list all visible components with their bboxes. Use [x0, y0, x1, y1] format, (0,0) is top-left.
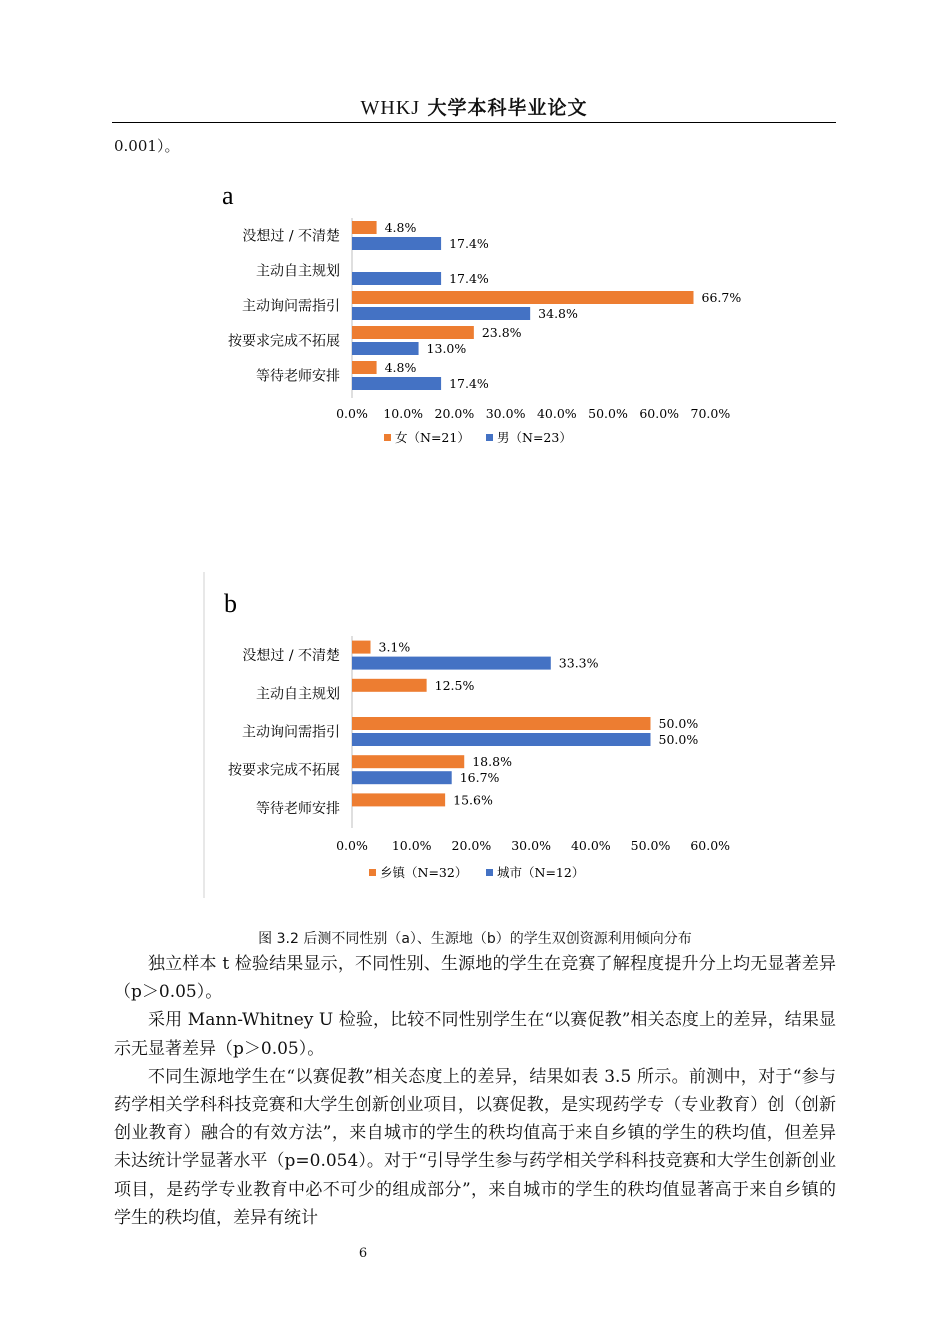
category-label: 等待老师安排: [256, 368, 340, 385]
tick-label: 10.0%: [391, 838, 432, 853]
figure-caption: 图 3.2 后测不同性别（a）、生源地（b）的学生双创资源利用倾向分布: [258, 931, 692, 947]
data-label: 16.7%: [459, 770, 500, 786]
paragraph-1: 独立样本 t 检验结果显示，不同性别、生源地的学生在竞赛了解程度提升分上均无显著差异（p＞0.05）。: [114, 954, 836, 1003]
chart-b: [0, 570, 950, 900]
category-label: 主动询问需指引: [242, 724, 340, 741]
category-label: 等待老师安排: [256, 800, 340, 817]
panel-label: a: [222, 181, 234, 210]
legend-swatch: [486, 869, 493, 876]
tick-label: 50.0%: [588, 406, 628, 421]
legend-label: 城市（N=12）: [497, 865, 585, 880]
bar: [352, 641, 371, 654]
category-label: 主动询问需指引: [242, 298, 340, 315]
data-label: 12.5%: [434, 677, 475, 693]
page-number: 6: [358, 1246, 368, 1261]
data-label: 50.0%: [658, 716, 699, 731]
paragraph-3: 不同生源地学生在“以赛促教”相关态度上的差异，结果如表 3.5 所示。前测中，对于“参与药学相关学科科技竞赛和大学生创新创业项目，以赛促教，是实现药学专（专业教育）创（创新创业教育）融合的有效方法”，来自城市的学生的秩均值高于来自乡镇的学生的秩均值，但差异未达统计学显著水平（p=0.054）。对于“引导学生参与药学相关学科科技竞赛和大学生创新创业项目，是药学专业教育中必不可少的组成部分”，来自城市的学生的秩均值显著高于来自乡镇的学生的秩均值，差异有统计: [114, 1066, 836, 1228]
data-label: 33.3%: [558, 655, 599, 671]
tick-label: 30.0%: [511, 838, 551, 853]
data-label: 17.4%: [449, 236, 489, 251]
bar: [352, 733, 651, 746]
legend-label: 乡镇（N=32）: [380, 865, 468, 880]
category-label: 按要求完成不拓展: [228, 333, 340, 350]
bar: [352, 755, 464, 768]
tick-label: 60.0%: [639, 406, 680, 421]
category-label: 没想过 / 不清楚: [242, 228, 340, 245]
tick-label: 0.0%: [336, 838, 368, 853]
data-label: 17.4%: [449, 376, 489, 391]
data-label: 13.0%: [426, 341, 467, 356]
tick-label: 40.0%: [570, 838, 611, 853]
tick-label: 30.0%: [485, 406, 526, 421]
bar: [352, 237, 441, 250]
bar: [352, 657, 551, 670]
data-label: 15.6%: [453, 792, 493, 808]
data-label: 34.8%: [538, 306, 578, 321]
legend-swatch: [486, 434, 493, 441]
data-label: 4.8%: [384, 360, 417, 375]
category-label: 主动自主规划: [256, 263, 340, 280]
category-label: 没想过 / 不清楚: [242, 648, 340, 665]
bar: [352, 291, 694, 304]
tick-label: 70.0%: [690, 406, 731, 421]
lead-text: 0.001）。: [114, 137, 180, 155]
tick-label: 40.0%: [536, 406, 577, 421]
tick-label: 0.0%: [336, 406, 368, 421]
tick-label: 20.0%: [451, 838, 492, 853]
bar: [352, 307, 530, 320]
paragraph-2: 采用 Mann-Whitney U 检验，比较不同性别学生在“以赛促教”相关态度上的差异，结果显示无显著差异（p＞0.05）。: [114, 1010, 836, 1059]
bar: [352, 361, 377, 374]
bar: [352, 342, 419, 355]
legend-label: 女（N=21）: [395, 430, 470, 445]
bar: [352, 326, 474, 339]
tick-label: 20.0%: [434, 406, 475, 421]
bar: [352, 221, 377, 234]
bar: [352, 679, 427, 692]
header-left: WHKJ: [360, 97, 421, 119]
bar: [352, 793, 445, 806]
data-label: 50.0%: [658, 732, 699, 747]
bar: [352, 771, 452, 784]
header-title: 大学本科毕业论文: [427, 97, 588, 119]
legend-swatch: [384, 434, 391, 441]
tick-label: 60.0%: [690, 838, 731, 853]
body-text: [114, 950, 836, 1232]
category-label: 按要求完成不拓展: [228, 762, 340, 779]
data-label: 3.1%: [378, 639, 411, 655]
tick-label: 50.0%: [630, 838, 671, 853]
legend-swatch: [369, 869, 376, 876]
data-label: 18.8%: [472, 754, 512, 770]
data-label: 17.4%: [449, 271, 489, 286]
page-header: [112, 92, 836, 123]
bar: [352, 377, 441, 390]
data-label: 23.8%: [481, 325, 522, 340]
bar: [352, 717, 651, 730]
tick-label: 10.0%: [383, 406, 424, 421]
category-label: 主动自主规划: [256, 686, 340, 703]
chart-a: [0, 170, 950, 470]
panel-label: b: [224, 589, 237, 618]
data-label: 66.7%: [701, 290, 742, 305]
bar: [352, 272, 441, 285]
legend-label: 男（N=23）: [497, 430, 572, 445]
data-label: 4.8%: [384, 220, 417, 235]
